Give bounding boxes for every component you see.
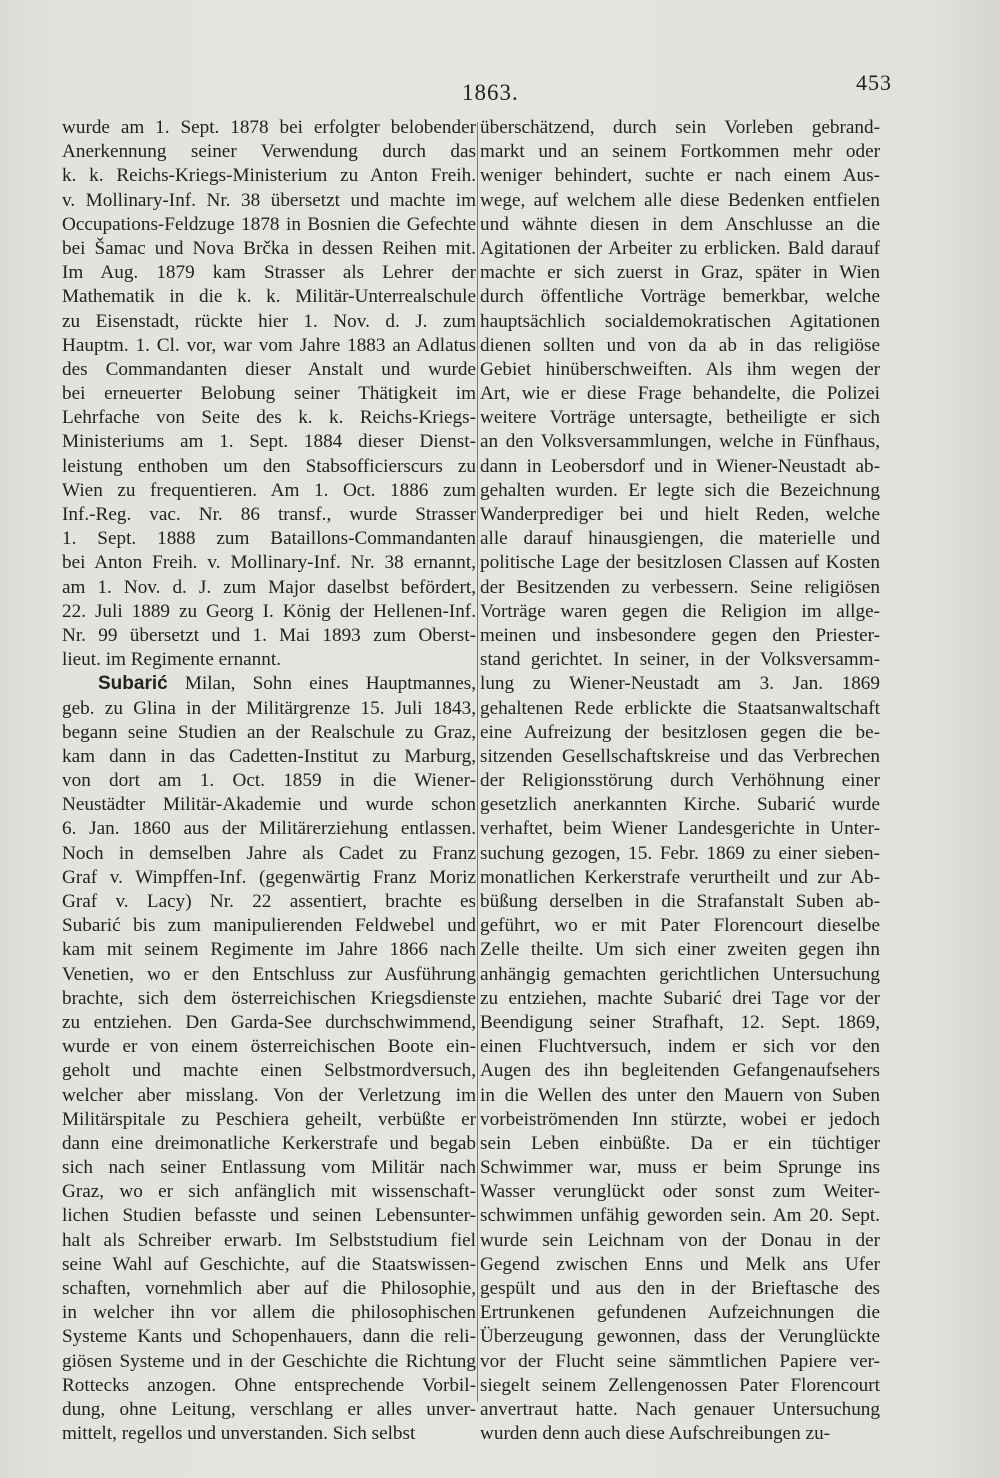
- text-line: geb. zu Glina in der Militärgrenze 15. Juli 1843,: [62, 697, 476, 719]
- text-line: gehalten wurden. Er legte sich die Bezeichnung: [480, 479, 880, 501]
- text-line: wege, auf welchem alle diese Bedenken entfielen: [480, 189, 880, 211]
- text-line: Agitationen der Arbeiter zu erblicken. Bald darauf: [480, 237, 880, 259]
- text-line: dung, ohne Leitung, verschlang er alles unver-: [62, 1398, 476, 1420]
- text-line: kam dann in das Cadetten-Institut zu Marburg,: [62, 745, 476, 767]
- text-line: einen Fluchtversuch, indem er sich vor den: [480, 1036, 880, 1058]
- text-line: seine Wahl auf Geschichte, auf die Staatswissen-: [62, 1253, 476, 1275]
- left-text-column: [62, 116, 476, 1446]
- text-line: lichen Studien befasste und seinen Lebensunter-: [62, 1205, 476, 1227]
- text-line-content: Milan, Sohn eines Hauptmannes,: [184, 673, 476, 695]
- text-line: 6. Jan. 1860 aus der Militärerziehung entlassen.: [62, 818, 476, 840]
- text-line: weniger behindert, suchte er nach einem Aus-: [480, 165, 880, 187]
- text-line: am 1. Nov. d. J. zum Major daselbst befördert,: [62, 576, 476, 598]
- text-line: kam mit seinem Regimente im Jahre 1866 nach: [62, 939, 476, 961]
- text-line: sich nach seiner Entlassung vom Militär nach: [62, 1157, 476, 1179]
- text-line: schaften, vornehmlich aber auf die Philosophie,: [62, 1278, 476, 1299]
- text-line: und wähnte diesen in dem Anschlusse an die: [480, 213, 880, 235]
- text-line: Ertrunkenen gefundenen Aufzeichnungen die: [480, 1302, 880, 1324]
- column-divider: [477, 122, 478, 1402]
- text-line: anhängig gemachten gerichtlichen Untersuchung: [480, 963, 880, 985]
- text-line: wurde am 1. Sept. 1878 bei erfolgter belobender: [62, 117, 476, 138]
- text-line: Wasser verunglückt oder sonst zum Weiter-: [480, 1181, 880, 1203]
- text-line: Mathematik in die k. k. Militär-Unterrealschule: [62, 286, 476, 308]
- text-line: durch öffentliche Vorträge bemerkbar, welche: [480, 286, 880, 308]
- text-line: Ministeriums am 1. Sept. 1884 dieser Dienst-: [62, 431, 476, 453]
- text-line: Beendigung seiner Strafhaft, 12. Sept. 1869,: [480, 1011, 880, 1033]
- text-line: [62, 672, 476, 696]
- text-line: Subarić bis zum manipulierenden Feldwebel und: [62, 915, 476, 937]
- text-line: Zelle theilte. Um sich einer zweiten gegen ihn: [480, 939, 880, 961]
- text-line: geführt, wo er mit Pater Florencourt dieselbe: [480, 915, 880, 937]
- text-line: verhaftet, beim Wiener Landesgerichte in Unter-: [480, 818, 880, 840]
- text-line: Inf.-Reg. vac. Nr. 86 transf., wurde Strasser: [62, 504, 476, 525]
- text-line: Wien zu frequentieren. Am 1. Oct. 1886 zum: [62, 479, 476, 501]
- text-line: Rottecks anzogen. Ohne entsprechende Vorbil-: [62, 1374, 476, 1396]
- text-line: in die Wellen des unter den Mauern von Suben: [480, 1084, 880, 1106]
- text-line: stand gerichtet. In seiner, in der Volksversamm-: [480, 649, 880, 671]
- text-line: 22. Juli 1889 zu Georg I. König der Hellenen-Inf.: [62, 600, 476, 622]
- text-line: Systeme Kants und Schopenhauers, dann die reli-: [62, 1326, 476, 1348]
- text-line: Anerkennung seiner Verwendung durch das: [62, 141, 476, 163]
- text-line: Graf v. Wimpffen-Inf. (gegenwärtig Franz Moriz: [62, 866, 476, 888]
- text-line: Neustädter Militär-Akademie und wurde schon: [62, 794, 476, 816]
- text-line: Gebiet hinüberschweiften. Als ihm wegen der: [480, 358, 880, 380]
- text-line: zu entziehen, machte Subarić drei Tage vor der: [480, 987, 880, 1009]
- text-line: halt als Schreiber erwarb. Im Selbststudium fiel: [62, 1229, 476, 1251]
- text-line: machte er sich zuerst in Graz, später in Wien: [480, 262, 880, 284]
- text-line: zu Eisenstadt, rückte hier 1. Nov. d. J. zum: [62, 310, 476, 332]
- text-line: zu entziehen. Den Garda-See durchschwimmend,: [62, 1011, 476, 1033]
- text-line: Militärspitale zu Peschiera geheilt, verbüßte er: [62, 1108, 476, 1130]
- text-line: Graf v. Lacy) Nr. 22 assentiert, brachte es: [62, 891, 476, 912]
- text-line: Schwimmer war, muss er beim Sprunge ins: [480, 1157, 880, 1179]
- text-line: k. k. Reichs-Kriegs-Ministerium zu Anton Freih.: [62, 165, 476, 187]
- text-line: Hauptm. 1. Cl. vor, war vom Jahre 1883 an Adlatus: [62, 334, 476, 356]
- text-line: Gegend zwischen Enns und Melk ans Ufer: [480, 1253, 880, 1275]
- text-line: Noch in demselben Jahre als Cadet zu Franz: [62, 842, 476, 864]
- page-number: 453: [856, 70, 892, 95]
- text-line: dienen sollten und von da ab in das religiöse: [480, 334, 880, 356]
- text-line: gespült und aus den in der Brieftasche des: [480, 1278, 880, 1299]
- text-line: bei Anton Freih. v. Mollinary-Inf. Nr. 38 ernannt,: [62, 552, 476, 574]
- text-line: der Religionsstörung durch Verhöhnung einer: [480, 770, 880, 792]
- text-line: Venetien, wo er den Entschluss zur Ausführung: [62, 963, 476, 985]
- text-line: v. Mollinary-Inf. Nr. 38 übersetzt und machte im: [62, 189, 476, 211]
- text-line: dann in Leobersdorf und in Wiener-Neustadt ab-: [480, 455, 880, 477]
- text-line: bei erneuerter Belobung seiner Thätigkeit im: [62, 383, 476, 405]
- running-head-year: 1863.: [462, 80, 519, 105]
- text-line: sitzenden Gesellschaftskreise und das Verbrechen: [480, 745, 880, 767]
- text-line: weitere Vorträge untersagte, betheiligte er sich: [480, 407, 880, 429]
- right-text-column: [480, 116, 880, 1446]
- text-line: bei Šamac und Nova Brčka in dessen Reihen mit.: [62, 237, 476, 259]
- text-line: des Commandanten dieser Anstalt und wurde: [62, 358, 476, 380]
- text-line: gehaltenen Rede erblickte die Staatsanwaltschaft: [480, 697, 880, 719]
- text-line: lung zu Wiener-Neustadt am 3. Jan. 1869: [480, 673, 880, 695]
- text-line: wurde sein Leichnam von der Donau in der: [480, 1229, 880, 1251]
- text-line: überschätzend, durch sein Vorleben gebrand-: [480, 117, 880, 138]
- text-line: leistung enthoben um den Stabsofficierscurs zu: [62, 455, 476, 477]
- text-line: alle darauf hinausgiengen, die materielle und: [480, 528, 880, 550]
- text-line: suchung gezogen, 15. Febr. 1869 zu einer sieben-: [480, 842, 880, 864]
- text-line: markt und an seinem Fortkommen mehr oder: [480, 141, 880, 163]
- text-line: eine Aufreizung der besitzlosen gegen die be-: [480, 721, 880, 743]
- text-line: welcher aber misslang. Von der Verletzung im: [62, 1084, 476, 1106]
- text-line: begann seine Studien an der Realschule zu Graz,: [62, 721, 476, 743]
- text-line: Augen des ihn begleitenden Gefangenaufsehers: [480, 1060, 880, 1082]
- text-line: sein Leben einbüßte. Da er ein tüchtiger: [480, 1132, 880, 1154]
- text-line: politische Lage der besitzlosen Classen auf Kosten: [480, 552, 880, 574]
- text-line: vorbeiströmenden Inn stürzte, wobei er jedoch: [480, 1108, 880, 1130]
- text-line: lieut. im Regimente ernannt.: [62, 649, 281, 671]
- text-line: schwimmen unfähig geworden sein. Am 20. Sept.: [480, 1205, 880, 1227]
- text-line: büßung derselben in die Strafanstalt Suben ab-: [480, 891, 880, 912]
- text-line: mittelt, regellos und unverstanden. Sich selbst: [62, 1423, 416, 1445]
- text-line: Art, wie er diese Frage behandelte, die Polizei: [480, 383, 880, 405]
- text-line: wurden denn auch diese Aufschreibungen zu-: [480, 1423, 831, 1445]
- text-line: siegelt seinem Zellengenossen Pater Florencourt: [480, 1374, 880, 1396]
- text-line: monatlichen Kerkerstrafe verurtheilt und zur Ab-: [480, 866, 880, 888]
- text-line: Überzeugung gewonnen, dass der Verunglückte: [480, 1326, 880, 1348]
- text-line: Wanderprediger bei und hielt Reden, welche: [480, 504, 880, 525]
- text-line: brachte, sich dem österreichischen Kriegsdienste: [62, 987, 476, 1009]
- text-line: meinen und insbesondere gegen den Priester-: [480, 624, 880, 646]
- text-line: in welcher ihn vor allem die philosophischen: [62, 1302, 476, 1324]
- text-line: Occupations-Feldzuge 1878 in Bosnien die Gefechte: [62, 213, 476, 235]
- text-line: 1. Sept. 1888 zum Bataillons-Commandanten: [62, 528, 476, 550]
- text-line: an den Volksversammlungen, welche in Fünfhaus,: [480, 431, 880, 453]
- text-line: Im Aug. 1879 kam Strasser als Lehrer der: [62, 262, 476, 284]
- text-line: vor der Flucht seine sämmtlichen Papiere ver-: [480, 1350, 880, 1372]
- text-line: von dort am 1. Oct. 1859 in die Wiener-: [62, 770, 476, 792]
- text-line: Vorträge waren gegen die Religion im allge-: [480, 600, 880, 622]
- text-line: Lehrfache von Seite des k. k. Reichs-Kriegs-: [62, 407, 476, 429]
- text-line: wurde er von einem österreichischen Boote ein-: [62, 1036, 476, 1058]
- text-line: giösen Systeme und in der Geschichte die Richtung: [62, 1350, 476, 1372]
- text-line: hauptsächlich socialdemokratischen Agitationen: [480, 310, 880, 332]
- text-line: anvertraut hatte. Nach genauer Untersuchung: [480, 1398, 880, 1420]
- text-line: geholt und machte einen Selbstmordversuch,: [62, 1060, 476, 1082]
- text-line: Graz, wo er sich anfänglich mit wissenschaft-: [62, 1181, 476, 1203]
- text-line: Nr. 99 übersetzt und 1. Mai 1893 zum Oberst-: [62, 624, 476, 646]
- entry-name: Subarić: [98, 673, 168, 695]
- text-line: dann eine dreimonatliche Kerkerstrafe und begab: [62, 1132, 476, 1154]
- text-line: der Besitzenden zu verbessern. Seine religiösen: [480, 576, 880, 598]
- text-line: gesetzlich anerkannten Kirche. Subarić wurde: [480, 794, 880, 816]
